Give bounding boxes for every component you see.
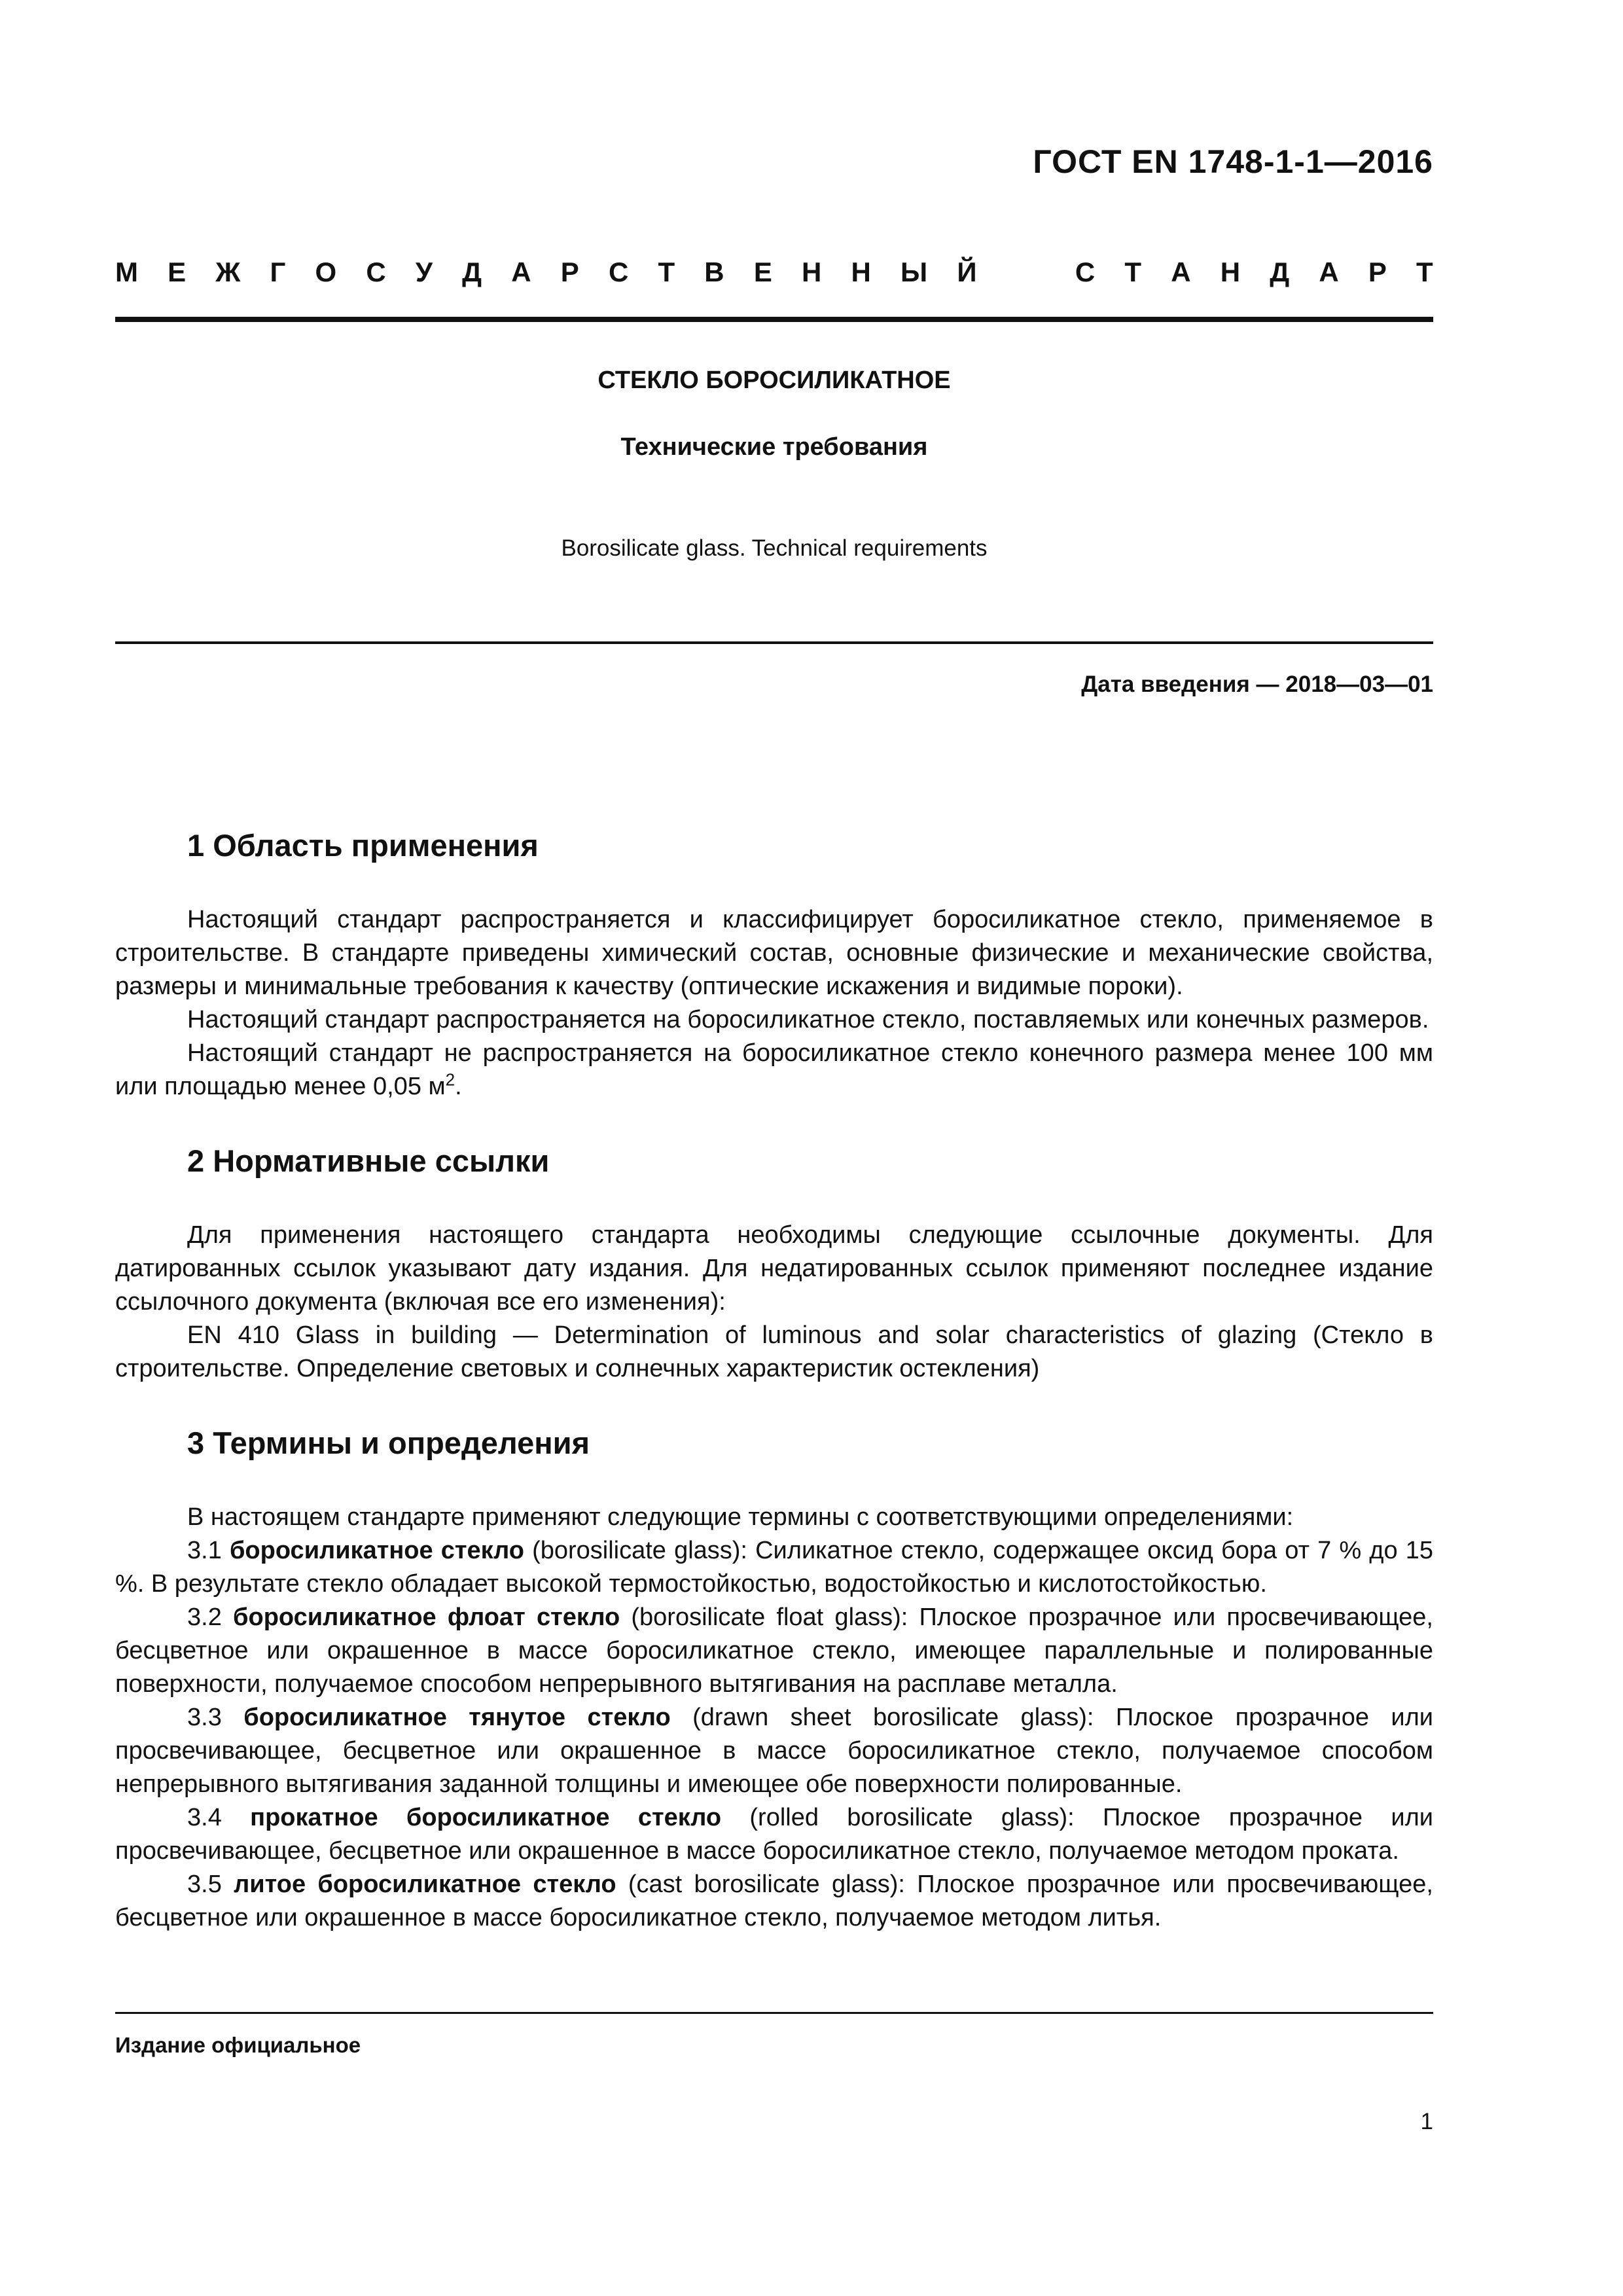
term-name: литое боросиликатное стекло bbox=[234, 1871, 616, 1898]
section-3-heading: 3 Термины и определения bbox=[187, 1426, 590, 1460]
term-definition bbox=[115, 1534, 1433, 1601]
section-2-paragraph: Для применения настоящего стандарта необходимы следующие ссылочные документы. Для датированных ссылок указывают дату издания. Для недатированных ссылок применяют последнее издание ссылочного документа (включая все его изменения): bbox=[115, 1221, 1433, 1316]
introduction-date: Дата введения — 2018—03—01 bbox=[1081, 672, 1433, 697]
term-definition bbox=[115, 1701, 1433, 1801]
paragraph-text: Настоящий стандарт не распространяется на боросиликатное стекло конечного размера менее 100 мм или площадью менее 0,05 м bbox=[115, 1039, 1433, 1100]
banner-letter: Ж bbox=[215, 257, 241, 287]
superscript: 2 bbox=[445, 1069, 455, 1090]
official-edition-label: Издание официальное bbox=[115, 2033, 361, 2057]
term-definition bbox=[115, 1868, 1433, 1935]
banner-letter: Н bbox=[1220, 257, 1241, 287]
banner-letter: У bbox=[415, 257, 433, 287]
section-1-paragraph: Настоящий стандарт распространяется на боросиликатное стекло, поставляемых или конечных размеров. bbox=[187, 1006, 1429, 1033]
banner-letter: А bbox=[511, 257, 531, 287]
banner-letter: Н bbox=[851, 257, 871, 287]
banner-letter: Д bbox=[1270, 257, 1290, 287]
term-definition bbox=[115, 1601, 1433, 1701]
document-body bbox=[115, 826, 1433, 1935]
banner-letter: Е bbox=[168, 257, 187, 287]
banner-letter: Р bbox=[1368, 257, 1387, 287]
section-3-intro: В настоящем стандарте применяют следующие термины с соответствующими определениями: bbox=[187, 1503, 1294, 1531]
section-1-paragraph bbox=[115, 1037, 1433, 1103]
banner-letter: Р bbox=[560, 257, 579, 287]
banner-letter: Д bbox=[462, 257, 482, 287]
banner-letter: Г bbox=[270, 257, 286, 287]
section-1-heading: 1 Область применения bbox=[187, 828, 539, 863]
banner-letter: Е bbox=[753, 257, 772, 287]
header-divider-thick bbox=[115, 317, 1433, 322]
banner-letter: С bbox=[608, 257, 629, 287]
page-number: 1 bbox=[1420, 2109, 1433, 2134]
term-name: прокатное боросиликатное стекло bbox=[250, 1804, 722, 1831]
banner-letter: Т bbox=[1416, 257, 1433, 287]
term-number: 3.5 bbox=[187, 1871, 234, 1898]
footer-divider bbox=[115, 2012, 1433, 2014]
term-text: (borosilicate float glass): Плоское прозрачное или просвечивающее, бесцветное или окрашенное в массе боросиликатное стекло, имеющее параллельные и полированные поверхности, получаемое способом непрерывного вытягивания на расплаве металла. bbox=[115, 1604, 1433, 1698]
term-number: 3.2 bbox=[187, 1604, 234, 1631]
standard-subtitle: Технические требования bbox=[620, 433, 928, 461]
term-number: 3.4 bbox=[187, 1804, 251, 1831]
banner-letter: Т bbox=[658, 257, 675, 287]
term-name: боросиликатное тянутое стекло bbox=[243, 1704, 671, 1731]
standard-title-english: Borosilicate glass. Technical requirements bbox=[561, 535, 988, 561]
banner-letter: Т bbox=[1124, 257, 1142, 287]
section-2-heading: 2 Нормативные ссылки bbox=[187, 1143, 550, 1178]
standard-title: СТЕКЛО БОРОСИЛИКАТНОЕ bbox=[597, 367, 951, 394]
term-name: боросиликатное флоат стекло bbox=[233, 1604, 620, 1631]
banner-letter: А bbox=[1171, 257, 1191, 287]
banner-letter: С bbox=[366, 257, 386, 287]
paragraph-text: . bbox=[455, 1073, 462, 1100]
term-text: (cast borosilicate glass): Плоское прозрачное или просвечивающее, бесцветное или окрашенное в массе боросиликатное стекло, получаемое методом литья. bbox=[115, 1871, 1433, 1931]
term-text: (drawn sheet borosilicate glass): Плоское прозрачное или просвечивающее, бесцветное или окрашенное в массе боросиликатное стекло, получаемое способом непрерывного вытягивания заданной толщины и имеющее обе поверхности полированные. bbox=[115, 1704, 1433, 1798]
term-name: боросиликатное стекло bbox=[229, 1537, 524, 1564]
document-number: ГОСТ EN 1748-1-1—2016 bbox=[1033, 143, 1433, 180]
banner-letter: В bbox=[704, 257, 724, 287]
section-2-paragraph: EN 410 Glass in building — Determination of luminous and solar characteristics of glazing (Стекло в строительстве. Определение световых и солнечных характеристик остекления) bbox=[115, 1321, 1433, 1382]
term-text: (borosilicate glass): Силикатное стекло, содержащее оксид бора от 7 % до 15 %. В результате стекло обладает высокой термостойкостью, водостойкостью и кислотостойкостью. bbox=[115, 1537, 1433, 1598]
banner-letter: Ы bbox=[901, 257, 928, 287]
header-divider-thin bbox=[115, 641, 1433, 644]
banner-letter: М bbox=[115, 257, 138, 287]
term-definition bbox=[115, 1801, 1433, 1868]
banner-letter: Н bbox=[802, 257, 822, 287]
banner-letter: С bbox=[1075, 257, 1096, 287]
interstate-standard-banner bbox=[115, 257, 1433, 288]
banner-letter: О bbox=[315, 257, 337, 287]
banner-letter: А bbox=[1319, 257, 1339, 287]
term-number: 3.1 bbox=[187, 1537, 230, 1564]
term-number: 3.3 bbox=[187, 1704, 244, 1731]
banner-letter: Й bbox=[957, 257, 977, 287]
section-1-paragraph: Настоящий стандарт распространяется и классифицирует боросиликатное стекло, применяемое в строительстве. В стандарте приведены химический состав, основные физические и механические свойства, размеры и минимальные требования к качеству (оптические искажения и видимые пороки). bbox=[115, 906, 1433, 1000]
term-text: (rolled borosilicate glass): Плоское прозрачное или просвечивающее, бесцветное или окрашенное в массе боросиликатное стекло, получаемое методом проката. bbox=[115, 1804, 1433, 1865]
